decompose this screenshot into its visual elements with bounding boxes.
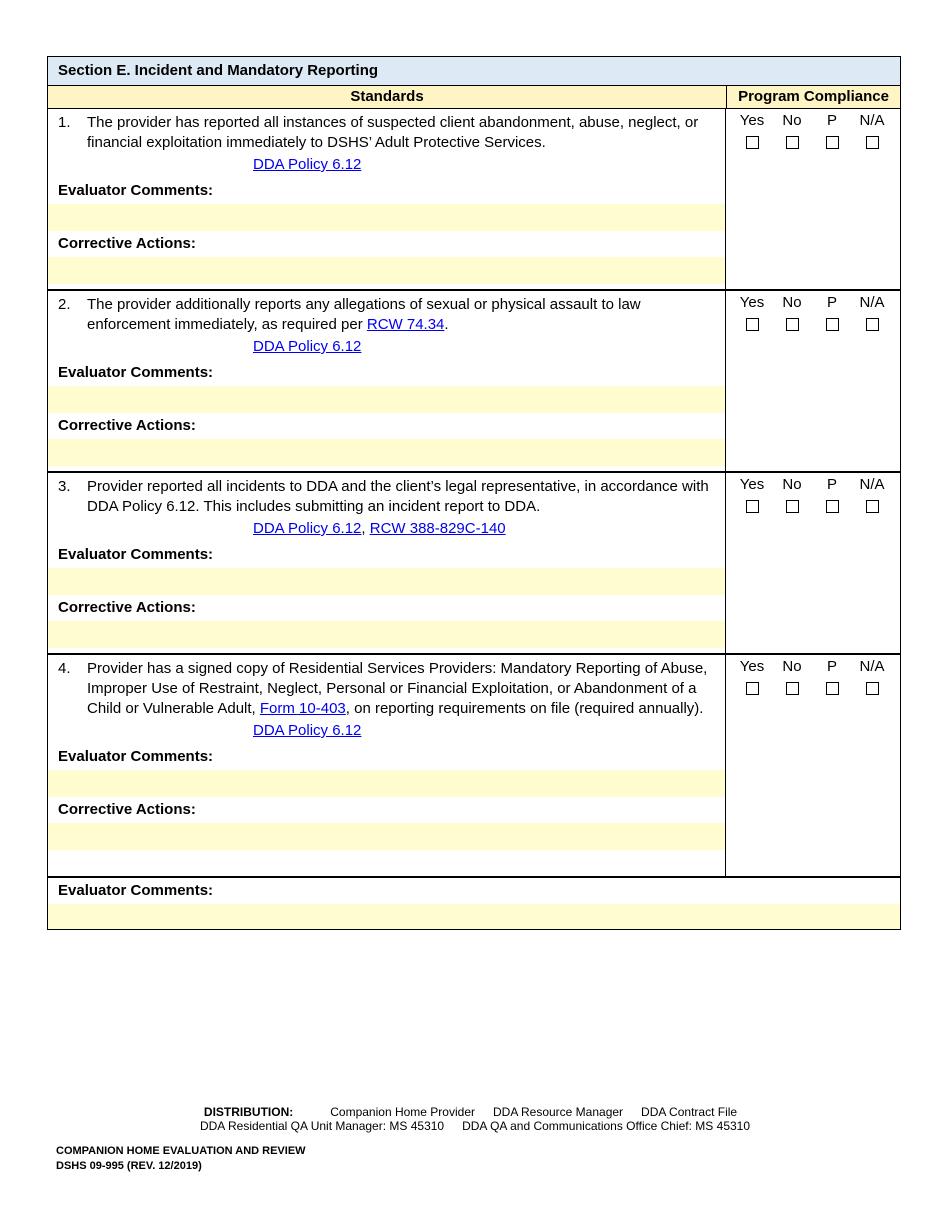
option-label: P: [826, 294, 837, 311]
corrective-actions-label: Corrective Actions:: [58, 599, 196, 616]
option-label: No: [782, 476, 802, 493]
item-text: Provider reported all incidents to DDA and the client’s legal representative, in accordance with DDA Policy 6.12. This includes submitting an incident report to DDA.: [87, 478, 709, 515]
distribution-block: [0, 1105, 950, 1133]
option-label: P: [826, 658, 837, 675]
option-label: No: [782, 658, 802, 675]
corrective-actions-label: Corrective Actions:: [58, 235, 196, 252]
option-p: [812, 475, 852, 513]
evaluator-comments-field[interactable]: [48, 204, 725, 231]
item-number: 2.: [58, 296, 71, 313]
evaluator-comments-label: Evaluator Comments:: [58, 546, 214, 563]
evaluator-comments-label: Evaluator Comments:: [58, 364, 214, 381]
option-label: N/A: [859, 476, 885, 493]
standard-cell: [48, 655, 726, 876]
policy-link[interactable]: DDA Policy 6.12: [253, 520, 362, 537]
form-link[interactable]: Form 10-403: [259, 700, 346, 717]
option-no: [772, 475, 812, 513]
corrective-actions-label: Corrective Actions:: [58, 801, 196, 818]
option-na: [852, 293, 892, 331]
item-text-before: Provider has a signed copy of Residential Services Providers: Mandatory Reporting of Abuse, Improper Use of Restraint, Neglect, Personal or Financial Exploitation, or Abandonment of a Child or Vulnerable Adult,: [87, 660, 708, 717]
policy-separator: ,: [361, 520, 370, 537]
form-footer: [56, 1144, 306, 1174]
standard-text: [48, 473, 725, 517]
option-no: [772, 111, 812, 149]
yes-checkbox[interactable]: [746, 500, 759, 513]
item-text: [87, 659, 715, 719]
item-text-after: , on reporting requirements on file (required annually).: [345, 700, 704, 717]
rcw-link[interactable]: RCW 388-829C-140: [369, 520, 506, 537]
corrective-actions-label: Corrective Actions:: [58, 417, 196, 434]
footer-title: COMPANION HOME EVALUATION AND REVIEW: [56, 1145, 306, 1157]
item-text-before: The provider additionally reports any allegations of sexual or physical assault to law enforcement immediately, as required per: [87, 296, 641, 333]
corrective-actions-field[interactable]: [48, 439, 725, 466]
option-na: [852, 657, 892, 695]
policy-reference: [48, 337, 725, 357]
distribution-line-2: [0, 1119, 950, 1133]
option-yes: [732, 111, 772, 149]
no-checkbox[interactable]: [786, 136, 799, 149]
standard-row-4: [48, 655, 900, 878]
corrective-actions-field[interactable]: [48, 257, 725, 284]
policy-link[interactable]: DDA Policy 6.12: [253, 156, 362, 173]
option-label: N/A: [859, 112, 885, 129]
footer-form-number: DSHS 09-995 (REV. 12/2019): [56, 1160, 202, 1172]
standard-text: [48, 109, 725, 153]
option-label: No: [782, 112, 802, 129]
option-label: Yes: [739, 476, 765, 493]
item-text: The provider has reported all instances of suspected client abandonment, abuse, neglect, or financial exploitation immediately to DSHS’ Adult Protective Services.: [87, 114, 699, 151]
option-label: P: [826, 112, 837, 129]
evaluator-comments-field[interactable]: [48, 770, 725, 797]
option-label: Yes: [739, 294, 765, 311]
option-yes: [732, 475, 772, 513]
corrective-actions-field[interactable]: [48, 823, 725, 850]
option-yes: [732, 293, 772, 331]
no-checkbox[interactable]: [786, 500, 799, 513]
compliance-options: [726, 655, 900, 695]
compliance-cell: [726, 655, 900, 876]
policy-reference: [48, 721, 725, 741]
option-label: No: [782, 294, 802, 311]
p-checkbox[interactable]: [826, 500, 839, 513]
standard-row-1: [48, 109, 900, 291]
compliance-cell: [726, 109, 900, 289]
standard-cell: [48, 473, 726, 653]
yes-checkbox[interactable]: [746, 682, 759, 695]
option-p: [812, 111, 852, 149]
section-title: Section E. Incident and Mandatory Reporting: [48, 57, 900, 86]
yes-checkbox[interactable]: [746, 136, 759, 149]
option-p: [812, 293, 852, 331]
option-yes: [732, 657, 772, 695]
item-number: 4.: [58, 660, 71, 677]
distribution-line-1: [0, 1105, 950, 1119]
standard-cell: [48, 291, 726, 471]
yes-checkbox[interactable]: [746, 318, 759, 331]
compliance-cell: [726, 291, 900, 471]
compliance-options: [726, 473, 900, 513]
item-number: 3.: [58, 478, 71, 495]
distribution-item: DDA Resource Manager: [492, 1105, 624, 1119]
compliance-header: Program Compliance: [738, 88, 889, 105]
distribution-item: DDA Contract File: [641, 1105, 738, 1119]
distribution-label: DISTRIBUTION:: [203, 1105, 294, 1119]
evaluation-form: [47, 56, 901, 930]
policy-reference: [48, 155, 725, 175]
p-checkbox[interactable]: [826, 682, 839, 695]
item-text: [87, 295, 715, 335]
no-checkbox[interactable]: [786, 682, 799, 695]
na-checkbox[interactable]: [866, 500, 879, 513]
option-label: Yes: [739, 112, 765, 129]
option-label: Yes: [739, 658, 765, 675]
standard-row-3: [48, 473, 900, 655]
p-checkbox[interactable]: [826, 136, 839, 149]
compliance-cell: [726, 473, 900, 653]
distribution-item: DDA QA and Communications Office Chief: MS 45310: [462, 1119, 751, 1133]
standard-text: [48, 655, 725, 719]
na-checkbox[interactable]: [866, 136, 879, 149]
table-header: [48, 86, 900, 109]
item-text-after: .: [444, 316, 449, 333]
final-comments: [48, 878, 900, 929]
standard-row-2: [48, 291, 900, 473]
evaluator-comments-label: Evaluator Comments:: [58, 748, 214, 765]
policy-link[interactable]: DDA Policy 6.12: [253, 338, 362, 355]
corrective-actions-field[interactable]: [48, 621, 725, 648]
standard-text: [48, 291, 725, 335]
rcw-link[interactable]: RCW 74.34: [366, 316, 445, 333]
final-comments-field[interactable]: [48, 904, 900, 929]
option-p: [812, 657, 852, 695]
compliance-options: [726, 291, 900, 331]
evaluator-comments-field[interactable]: [48, 386, 725, 413]
na-checkbox[interactable]: [866, 682, 879, 695]
standard-cell: [48, 109, 726, 289]
option-no: [772, 657, 812, 695]
option-label: N/A: [859, 294, 885, 311]
policy-reference: [48, 519, 725, 539]
option-na: [852, 475, 892, 513]
option-no: [772, 293, 812, 331]
option-label: N/A: [859, 658, 885, 675]
final-comments-label: Evaluator Comments:: [58, 882, 214, 899]
p-checkbox[interactable]: [826, 318, 839, 331]
item-number: 1.: [58, 114, 71, 131]
evaluator-comments-label: Evaluator Comments:: [58, 182, 214, 199]
evaluator-comments-field[interactable]: [48, 568, 725, 595]
option-label: P: [826, 476, 837, 493]
na-checkbox[interactable]: [866, 318, 879, 331]
policy-link[interactable]: DDA Policy 6.12: [253, 722, 362, 739]
option-na: [852, 111, 892, 149]
distribution-item: Companion Home Provider: [330, 1105, 475, 1119]
standards-header: Standards: [48, 86, 727, 108]
compliance-options: [726, 109, 900, 149]
distribution-item: DDA Residential QA Unit Manager: MS 45310: [199, 1119, 445, 1133]
no-checkbox[interactable]: [786, 318, 799, 331]
